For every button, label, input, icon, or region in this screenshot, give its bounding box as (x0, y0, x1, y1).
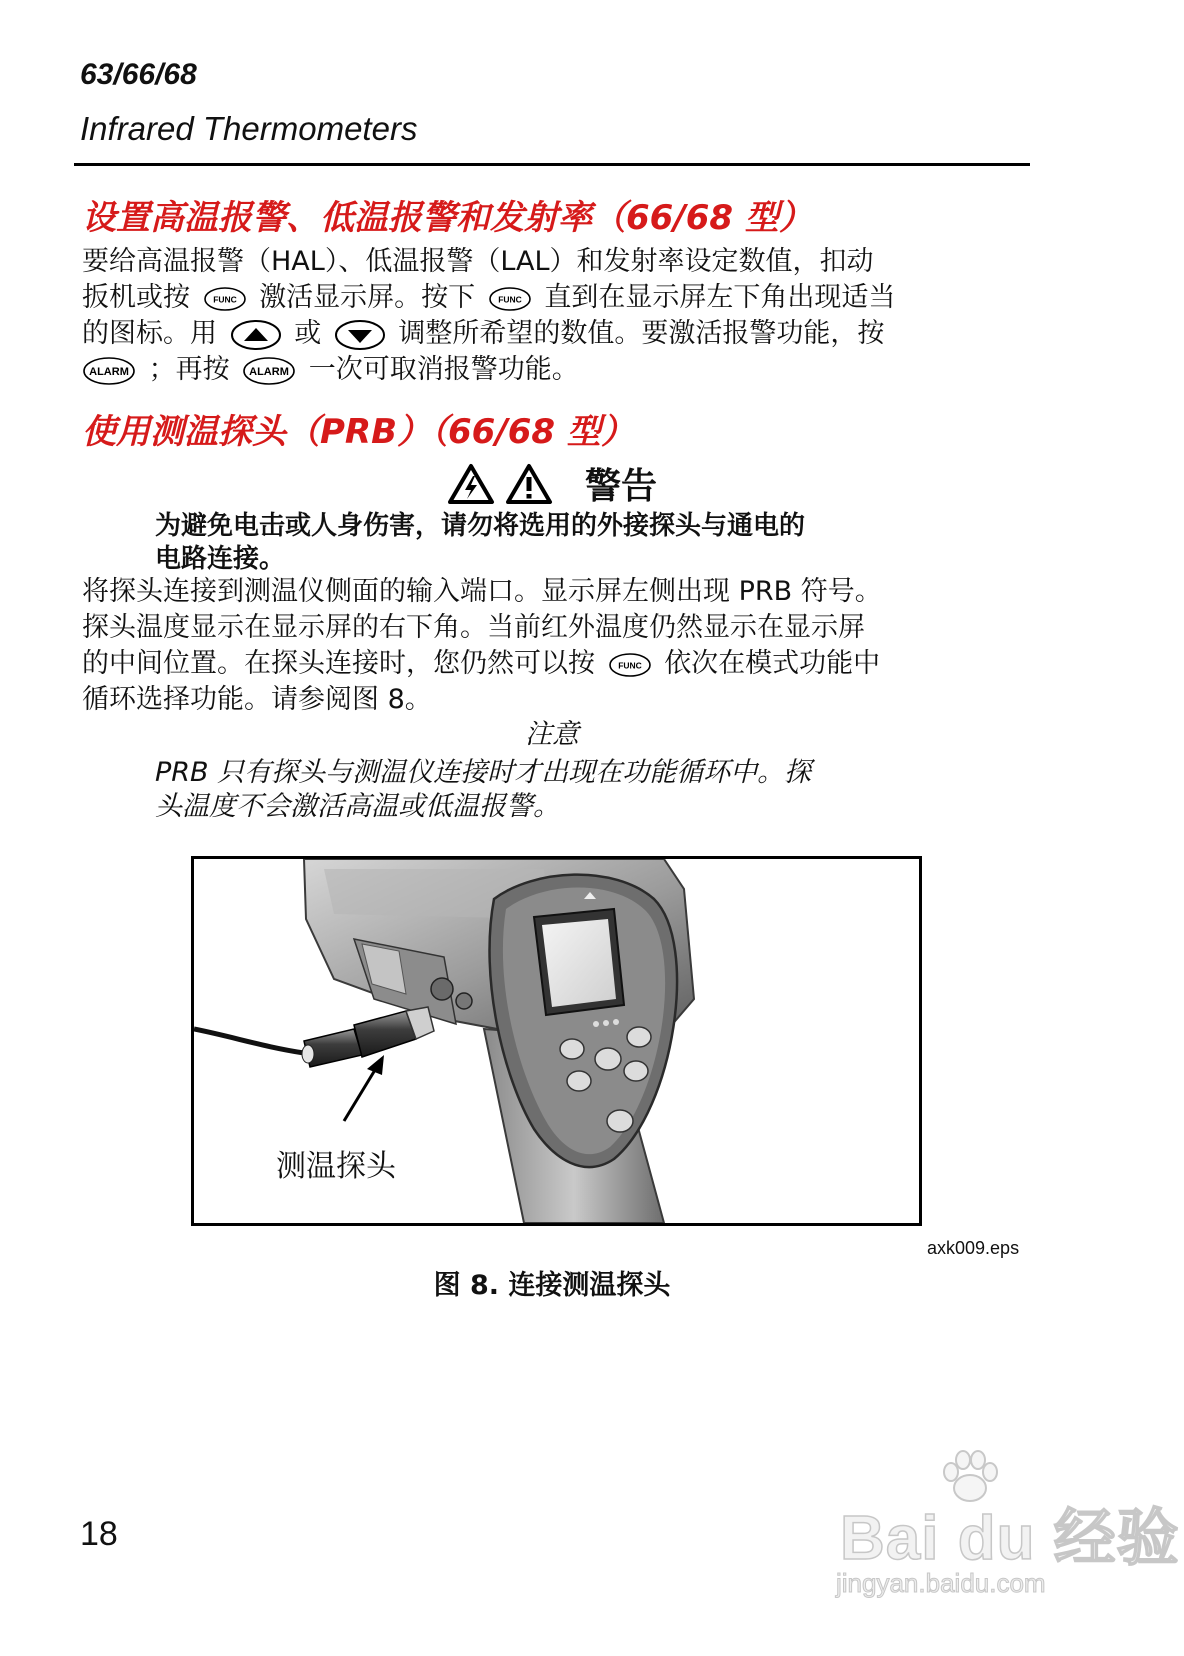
func-key-icon (488, 286, 532, 312)
paragraph-line: 要给高温报警（HAL）、低温报警（LAL）和发射率设定数值，扣动 (82, 246, 874, 277)
page-number: 18 (80, 1515, 118, 1553)
svg-text:FUNC: FUNC (617, 660, 642, 670)
paragraph-line (82, 352, 895, 388)
warning-heading (0, 458, 1104, 509)
text-span: 一次可取消报警功能。 (308, 354, 579, 385)
figure-caption: 图 8. 连接测温探头 (433, 1270, 671, 1301)
func-key-icon (203, 286, 247, 312)
paragraph-line (82, 280, 895, 316)
text-span: ；再按 (148, 354, 230, 385)
figure-file-name: axk009.eps (927, 1238, 1020, 1258)
warning-line: 电路连接。 (155, 544, 286, 574)
up-arrow-key-icon (230, 319, 282, 351)
watermark-logo: Bai du 经验 (840, 1504, 1180, 1573)
probe-paragraph (82, 574, 882, 718)
text-span: 扳机或按 (82, 282, 190, 313)
model-number: 63/66/68 (80, 58, 197, 91)
text-span: 或 (294, 318, 322, 349)
text-span: 的中间位置。在探头连接时，您仍然可以按 (82, 648, 595, 679)
warning-title: 警告 (584, 466, 657, 507)
text-span: 依次在模式功能中 (664, 648, 881, 679)
shock-hazard-icon (447, 463, 495, 505)
header-rule (74, 163, 1030, 166)
down-arrow-key-icon (334, 319, 386, 351)
svg-text:ALARM: ALARM (89, 365, 129, 378)
paragraph-line: 将探头连接到测温仪侧面的输入端口。显示屏左侧出现 PRB 符号。 (82, 576, 882, 607)
paragraph-line (82, 646, 882, 682)
section-title-alarm-settings: 设置高温报警、低温报警和发射率（66/68 型） (82, 198, 813, 238)
note-line: PRB 只有探头与测温仪连接时才出现在功能循环中。探 (155, 757, 812, 788)
text-span: 直到在显示屏左下角出现适当 (544, 282, 896, 313)
note-line: 头温度不会激活高温或低温报警。 (155, 791, 560, 822)
note-title: 注意 (525, 719, 579, 750)
section-title-probe: 使用测温探头（PRB）（66/68 型） (82, 412, 635, 452)
note-text (155, 756, 811, 824)
warning-line: 为避免电击或人身伤害，请勿将选用的外接探头与通电的 (155, 511, 806, 541)
alarm-key-icon (82, 356, 136, 386)
paragraph-line: 探头温度显示在显示屏的右下角。当前红外温度仍然显示在显示屏 (82, 612, 865, 643)
figure-probe-connection (191, 856, 922, 1226)
svg-text:FUNC: FUNC (212, 294, 237, 304)
warning-text (155, 510, 805, 576)
alarm-settings-paragraph (82, 244, 895, 388)
paragraph-line: 循环选择功能。请参阅图 8。 (82, 684, 432, 715)
watermark-url: jingyan.baidu.com (836, 1568, 1046, 1598)
caution-icon (505, 463, 553, 505)
paragraph-line (82, 316, 895, 352)
text-span: 调整所希望的数值。要激活报警功能，按 (398, 318, 885, 349)
func-key-icon (608, 652, 652, 678)
svg-text:FUNC: FUNC (497, 294, 522, 304)
product-name: Infrared Thermometers (80, 110, 418, 147)
probe-label: 测温探头 (276, 1149, 396, 1184)
svg-text:ALARM: ALARM (249, 365, 290, 378)
text-span: 的图标。用 (82, 318, 217, 349)
text-span: 激活显示屏。按下 (259, 282, 476, 313)
alarm-key-icon (242, 356, 296, 386)
